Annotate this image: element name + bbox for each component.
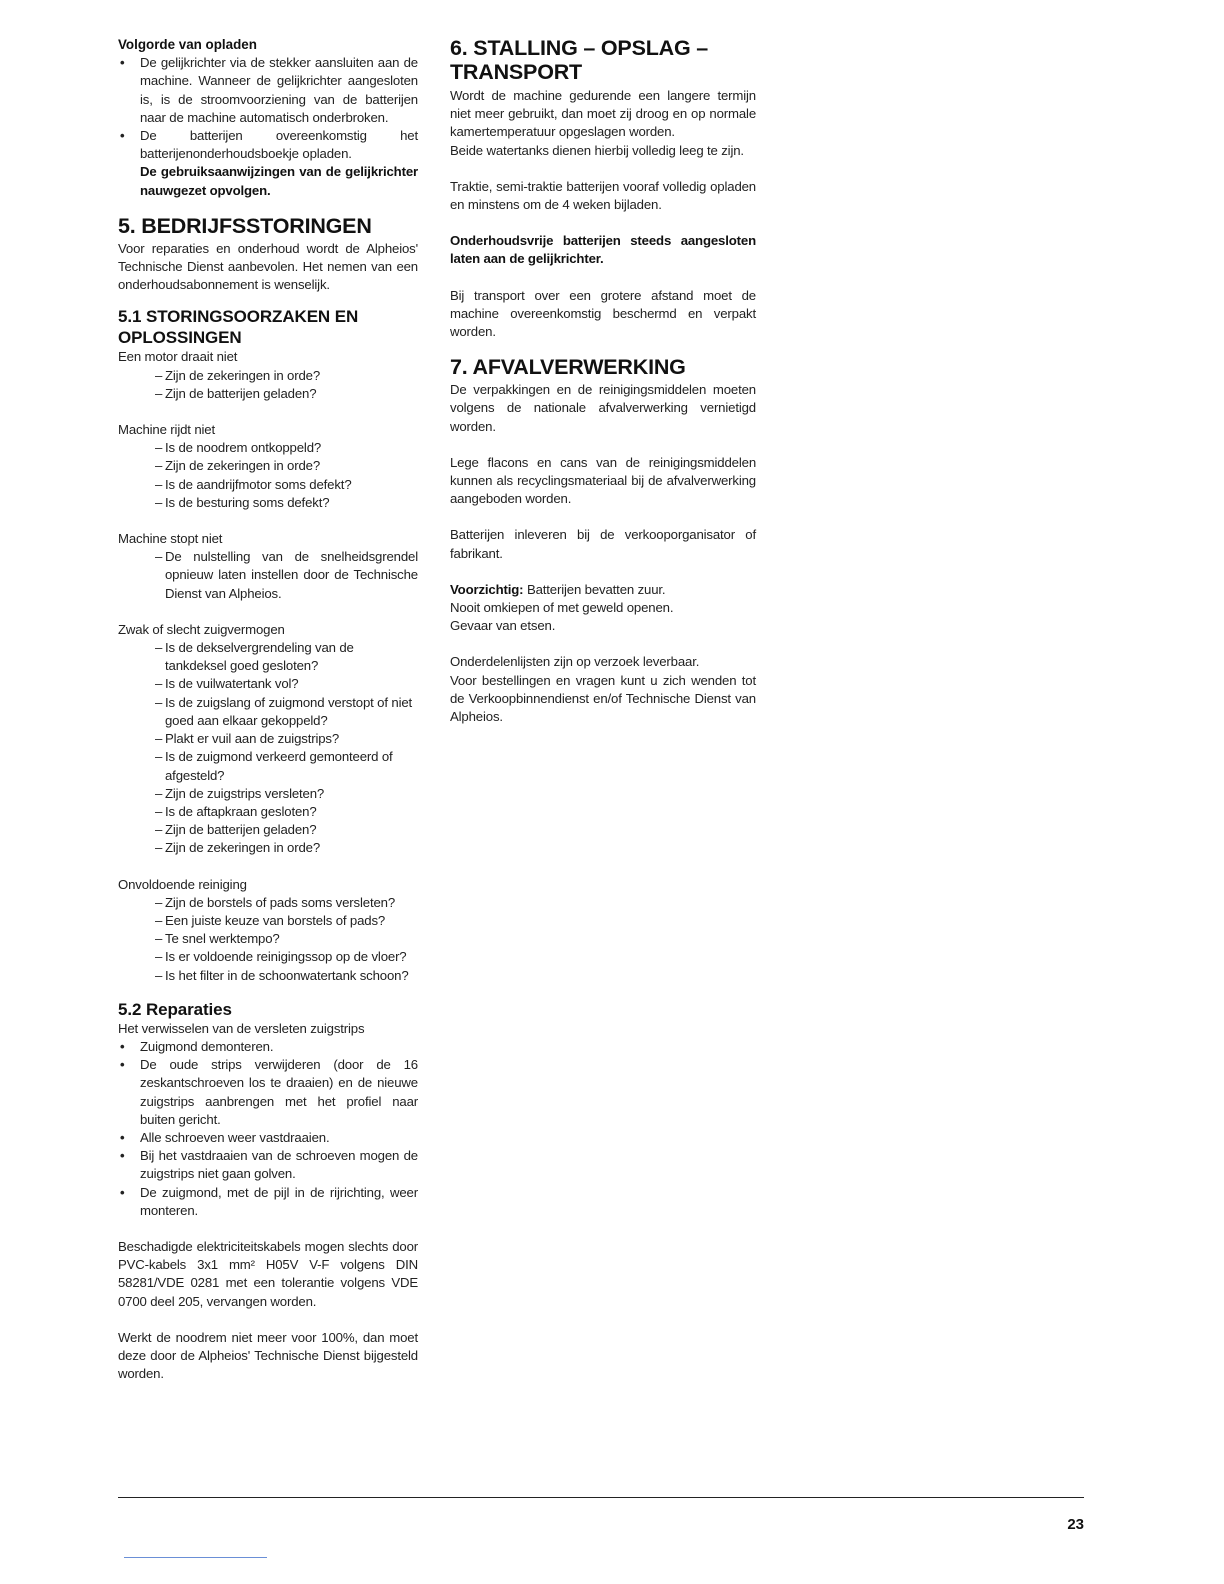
check-item: – Zijn de zekeringen in orde? xyxy=(155,839,418,857)
fault-title: Machine stopt niet xyxy=(118,531,223,547)
check-item: – Zijn de zekeringen in orde? xyxy=(155,367,418,385)
check-item: – Is de zuigslang of zuigmond verstopt of niet goed aan elkaar gekoppeld? xyxy=(155,694,418,730)
check-list xyxy=(118,894,418,985)
section-5-1-title: 5.1 STORINGSOORZAKEN EN OPLOSSINGEN xyxy=(118,307,359,348)
link-underline xyxy=(124,1557,267,1558)
brake-paragraph: Werkt de noodrem niet meer voor 100%, dan moet deze door de Alpheios' Technische Dienst bijgesteld worden. xyxy=(118,1329,418,1382)
check-item: – Zijn de batterijen geladen? xyxy=(155,821,418,839)
parts-line: Voor bestellingen en vragen kunt u zich wenden tot de Verkoopbinnendienst en/of Technische Dienst van Alpheios. xyxy=(450,672,756,725)
charging-heading: Volgorde van opladen xyxy=(118,37,257,52)
footer-rule xyxy=(118,1497,1084,1498)
check-list xyxy=(118,548,418,603)
section-6-paragraph: Onderhoudsvrije batterijen steeds aangesloten laten aan de gelijkrichter. xyxy=(450,233,756,267)
fault-group xyxy=(118,530,418,603)
fault-title: Machine rijdt niet xyxy=(118,422,215,438)
fault-title: Zwak of slecht zuigvermogen xyxy=(118,621,285,637)
section-6-paragraph: Beide watertanks dienen hierbij volledig leeg te zijn. xyxy=(450,142,744,158)
caution-label: Voorzichtig: xyxy=(450,581,524,597)
charging-note: De gebruiksaanwijzingen van de gelijkrichter nauwgezet opvolgen. xyxy=(140,164,418,198)
right-column xyxy=(450,36,756,726)
charging-list xyxy=(118,54,418,200)
section-7-paragraph: Batterijen inleveren bij de verkooporganisator of fabrikant. xyxy=(450,527,756,561)
caution-line xyxy=(450,581,756,599)
section-7-title: 7. AFVALVERWERKING xyxy=(450,355,686,380)
page-number: 23 xyxy=(1067,1516,1084,1533)
check-list xyxy=(118,639,418,857)
check-item: – Zijn de zekeringen in orde? xyxy=(155,457,418,475)
section-6-paragraph: Traktie, semi-traktie batterijen vooraf volledig opladen en minstens om de 4 weken bijladen. xyxy=(450,178,756,213)
list-item-text: De batterijen overeenkomstig het batterijenonderhoudsboekje opladen. xyxy=(140,128,418,162)
section-5-title: 5. BEDRIJFSSTORINGEN xyxy=(118,213,372,238)
section-6-title: 6. STALLING – OPSLAG – TRANSPORT xyxy=(450,36,709,84)
section-5-intro: Voor reparaties en onderhoud wordt de Alpheios' Technische Dienst aanbevolen. Het nemen van een onderhoudsabonnement is wenselijk. xyxy=(118,240,418,293)
list-item: • Zuigmond demonteren. xyxy=(118,1038,418,1056)
list-item: • De zuigmond, met de pijl in de rijrichting, weer monteren. xyxy=(118,1184,418,1220)
check-item: – Is de besturing soms defekt? xyxy=(155,494,418,512)
fault-group xyxy=(118,348,418,403)
check-list xyxy=(118,367,418,403)
list-item: • De oude strips verwijderen (door de 16 zeskantschroeven los te draaien) en de nieuwe zuigstrips aanbrengen met het profiel naar buiten gericht. xyxy=(118,1056,418,1129)
list-item xyxy=(118,127,418,200)
check-item: – Is de dekselvergrendeling van de tankdeksel goed gesloten? xyxy=(155,639,418,675)
check-item: – Plakt er vuil aan de zuigstrips? xyxy=(155,730,418,748)
check-list xyxy=(118,439,418,512)
fault-group xyxy=(118,876,418,985)
cables-paragraph: Beschadigde elektriciteitskabels mogen slechts door PVC-kabels 3x1 mm² H05V V-F volgens DIN 58281/VDE 0281 met een tolerantie volgens VDE 0700 deel 205, vervangen worden. xyxy=(118,1238,418,1309)
fault-group xyxy=(118,621,418,858)
check-item: – Zijn de borstels of pads soms versleten? xyxy=(155,894,418,912)
caution-line: Nooit omkiepen of met geweld openen. xyxy=(450,600,674,616)
check-item: – Is het filter in de schoonwatertank schoon? xyxy=(155,967,418,985)
check-item: – Zijn de batterijen geladen? xyxy=(155,385,418,403)
check-item: – Is de aftapkraan gesloten? xyxy=(155,803,418,821)
repairs-intro: Het verwisselen van de versleten zuigstrips xyxy=(118,1020,365,1036)
check-item: – Te snel werktempo? xyxy=(155,930,418,948)
fault-group xyxy=(118,421,418,512)
section-5-2-title: 5.2 Reparaties xyxy=(118,999,232,1019)
section-6-paragraph: Wordt de machine gedurende een langere termijn niet meer gebruikt, dan moet zij droog en op normale kamertemperatuur opgeslagen worden. xyxy=(450,88,756,140)
section-7-paragraph: Lege flacons en cans van de reinigingsmiddelen kunnen als recyclingsmateriaal bij de afvalverwerking aangeboden worden. xyxy=(450,454,756,507)
fault-title: Een motor draait niet xyxy=(118,349,238,365)
check-item: – Is de vuilwatertank vol? xyxy=(155,675,418,693)
list-item: • Alle schroeven weer vastdraaien. xyxy=(118,1129,418,1147)
section-6-paragraph: Bij transport over een grotere afstand moet de machine overeenkomstig beschermd en verpakt worden. xyxy=(450,287,756,340)
list-item: • Bij het vastdraaien van de schroeven mogen de zuigstrips niet gaan golven. xyxy=(118,1147,418,1183)
check-item: – Is er voldoende reinigingssop op de vloer? xyxy=(155,948,418,966)
section-7-paragraph: De verpakkingen en de reinigingsmiddelen moeten volgens de nationale afvalverwerking vernietigd worden. xyxy=(450,382,756,434)
check-item: – De nulstelling van de snelheidsgrendel opnieuw laten instellen door de Technische Dienst van Alpheios. xyxy=(155,548,418,603)
left-column xyxy=(118,36,418,1383)
list-item: • De gelijkrichter via de stekker aansluiten aan de machine. Wanneer de gelijkrichter aangesloten is, is de stroomvoorziening van de batterijen naar de machine automatisch onderbroken. xyxy=(118,54,418,127)
fault-title: Onvoldoende reiniging xyxy=(118,876,247,892)
check-item: – Zijn de zuigstrips versleten? xyxy=(155,785,418,803)
check-item: – Is de aandrijfmotor soms defekt? xyxy=(155,476,418,494)
check-item: – Is de noodrem ontkoppeld? xyxy=(155,439,418,457)
caution-text: Batterijen bevatten zuur. xyxy=(526,581,666,597)
caution-line: Gevaar van etsen. xyxy=(450,618,556,634)
repair-list xyxy=(118,1038,418,1220)
check-item: – Is de zuigmond verkeerd gemonteerd of afgesteld? xyxy=(155,748,418,784)
parts-line: Onderdelenlijsten zijn op verzoek leverbaar. xyxy=(450,654,700,670)
check-item: – Een juiste keuze van borstels of pads? xyxy=(155,912,418,930)
